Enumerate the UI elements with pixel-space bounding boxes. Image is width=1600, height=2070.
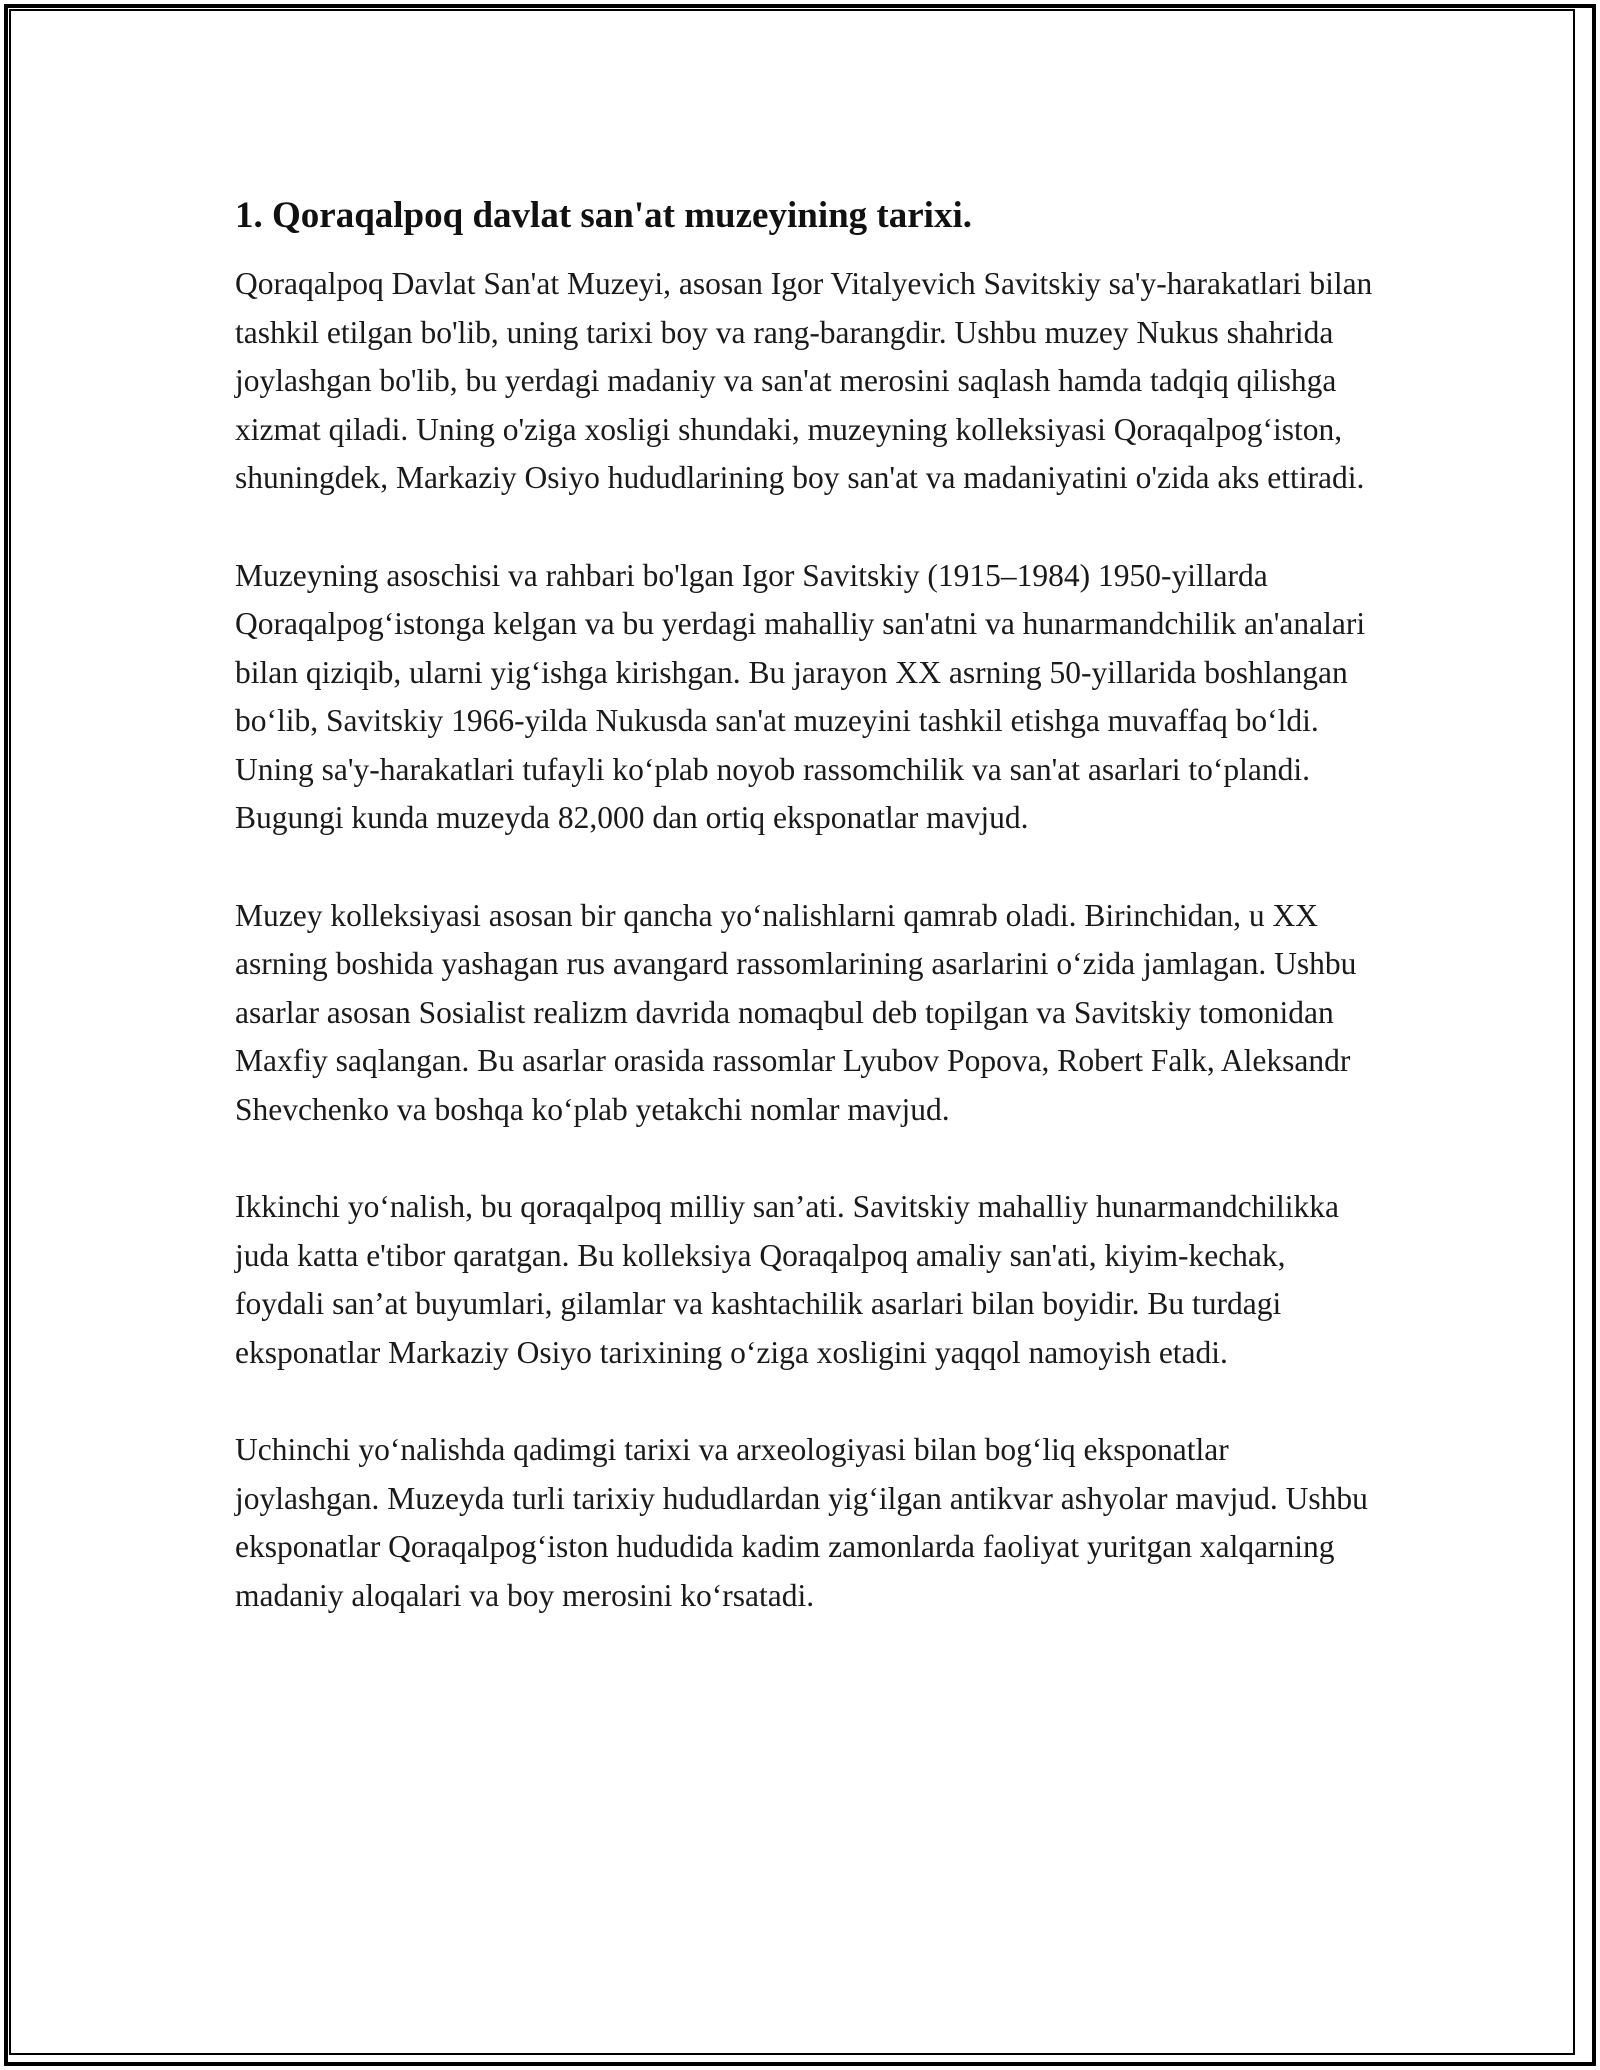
- document-body: [235, 186, 1375, 1669]
- paragraph-national-art: Ikkinchi yo‘nalish, bu qoraqalpoq milliy san’ati. Savitskiy mahalliy hunarmandchilikka juda katta e'tibor qaratgan. Bu kolleksiya Qoraqalpoq amaliy san'ati, kiyim-kechak, foydali san’at buyumlari, gilamlar va kashtachilik asarlari bilan boyidir. Bu turdagi eksponatlar Markaziy Osiyo tarixining o‘ziga xosligini yaqqol namoyish etadi.: [235, 1189, 1340, 1370]
- paragraph-founder: Muzeyning asoschisi va rahbari bo'lgan Igor Savitskiy (1915–1984) 1950-yillarda Qoraqalpog‘istonga kelgan va bu yerdagi mahalliy san'atni va hunarmandchilik an'analari bilan qiziqib, ularni yig‘ishga kirishgan. Bu jarayon XX asrning 50-yillarida boshlangan bo‘lib, Savitskiy 1966-yilda Nukusda san'at muzeyini tashkil etishga muvaffaq bo‘ldi. Uning sa'y-harakatlari tufayli ko‘plab noyob rassomchilik va san'at asarlari to‘plandi. Bugungi kunda muzeyda 82,000 dan ortiq eksponatlar mavjud.: [235, 557, 1366, 835]
- paragraph-avant-garde: Muzey kolleksiyasi asosan bir qancha yo‘nalishlarni qamrab oladi. Birinchidan, u XX asrning boshida yashagan rus avangard rassomlarining asarlarini o‘zida jamlagan. Ushbu asarlar asosan Sosialist realizm davrida nomaqbul deb topilgan va Savitskiy tomonidan Maxfiy saqlangan. Bu asarlar orasida rassomlar Lyubov Popova, Robert Falk, Aleksandr Shevchenko va boshqa ko‘plab yetakchi nomlar mavjud.: [235, 897, 1357, 1127]
- paragraph-archaeology: Uchinchi yo‘nalishda qadimgi tarixi va arxeologiyasi bilan bog‘liq eksponatlar joylashgan. Muzeyda turli tarixiy hududlardan yig‘ilgan antikvar ashyolar mavjud. Ushbu eksponatlar Qoraqalpog‘iston hududida kadim zamonlarda faoliyat yuritgan xalqarning madaniy aloqalari va boy merosini ko‘rsatadi.: [235, 1432, 1368, 1613]
- paragraph-intro: Qoraqalpoq Davlat San'at Muzeyi, asosan Igor Vitalyevich Savitskiy sa'y-harakatlari bilan tashkil etilgan bo'lib, uning tarixi boy va rang-barangdir. Ushbu muzey Nukus shahrida joylashgan bo'lib, bu yerdagi madaniy va san'at merosini saqlash hamda tadqiq qilishga xizmat qiladi. Uning o'ziga xosligi shundaki, muzeyning kolleksiyasi Qoraqalpog‘iston, shuningdek, Markaziy Osiyo hududlarining boy san'at va madaniyatini o'zida aks ettiradi.: [235, 266, 1373, 495]
- document-title: 1. Qoraqalpoq davlat san'at muzeyining tarixi.: [235, 195, 972, 236]
